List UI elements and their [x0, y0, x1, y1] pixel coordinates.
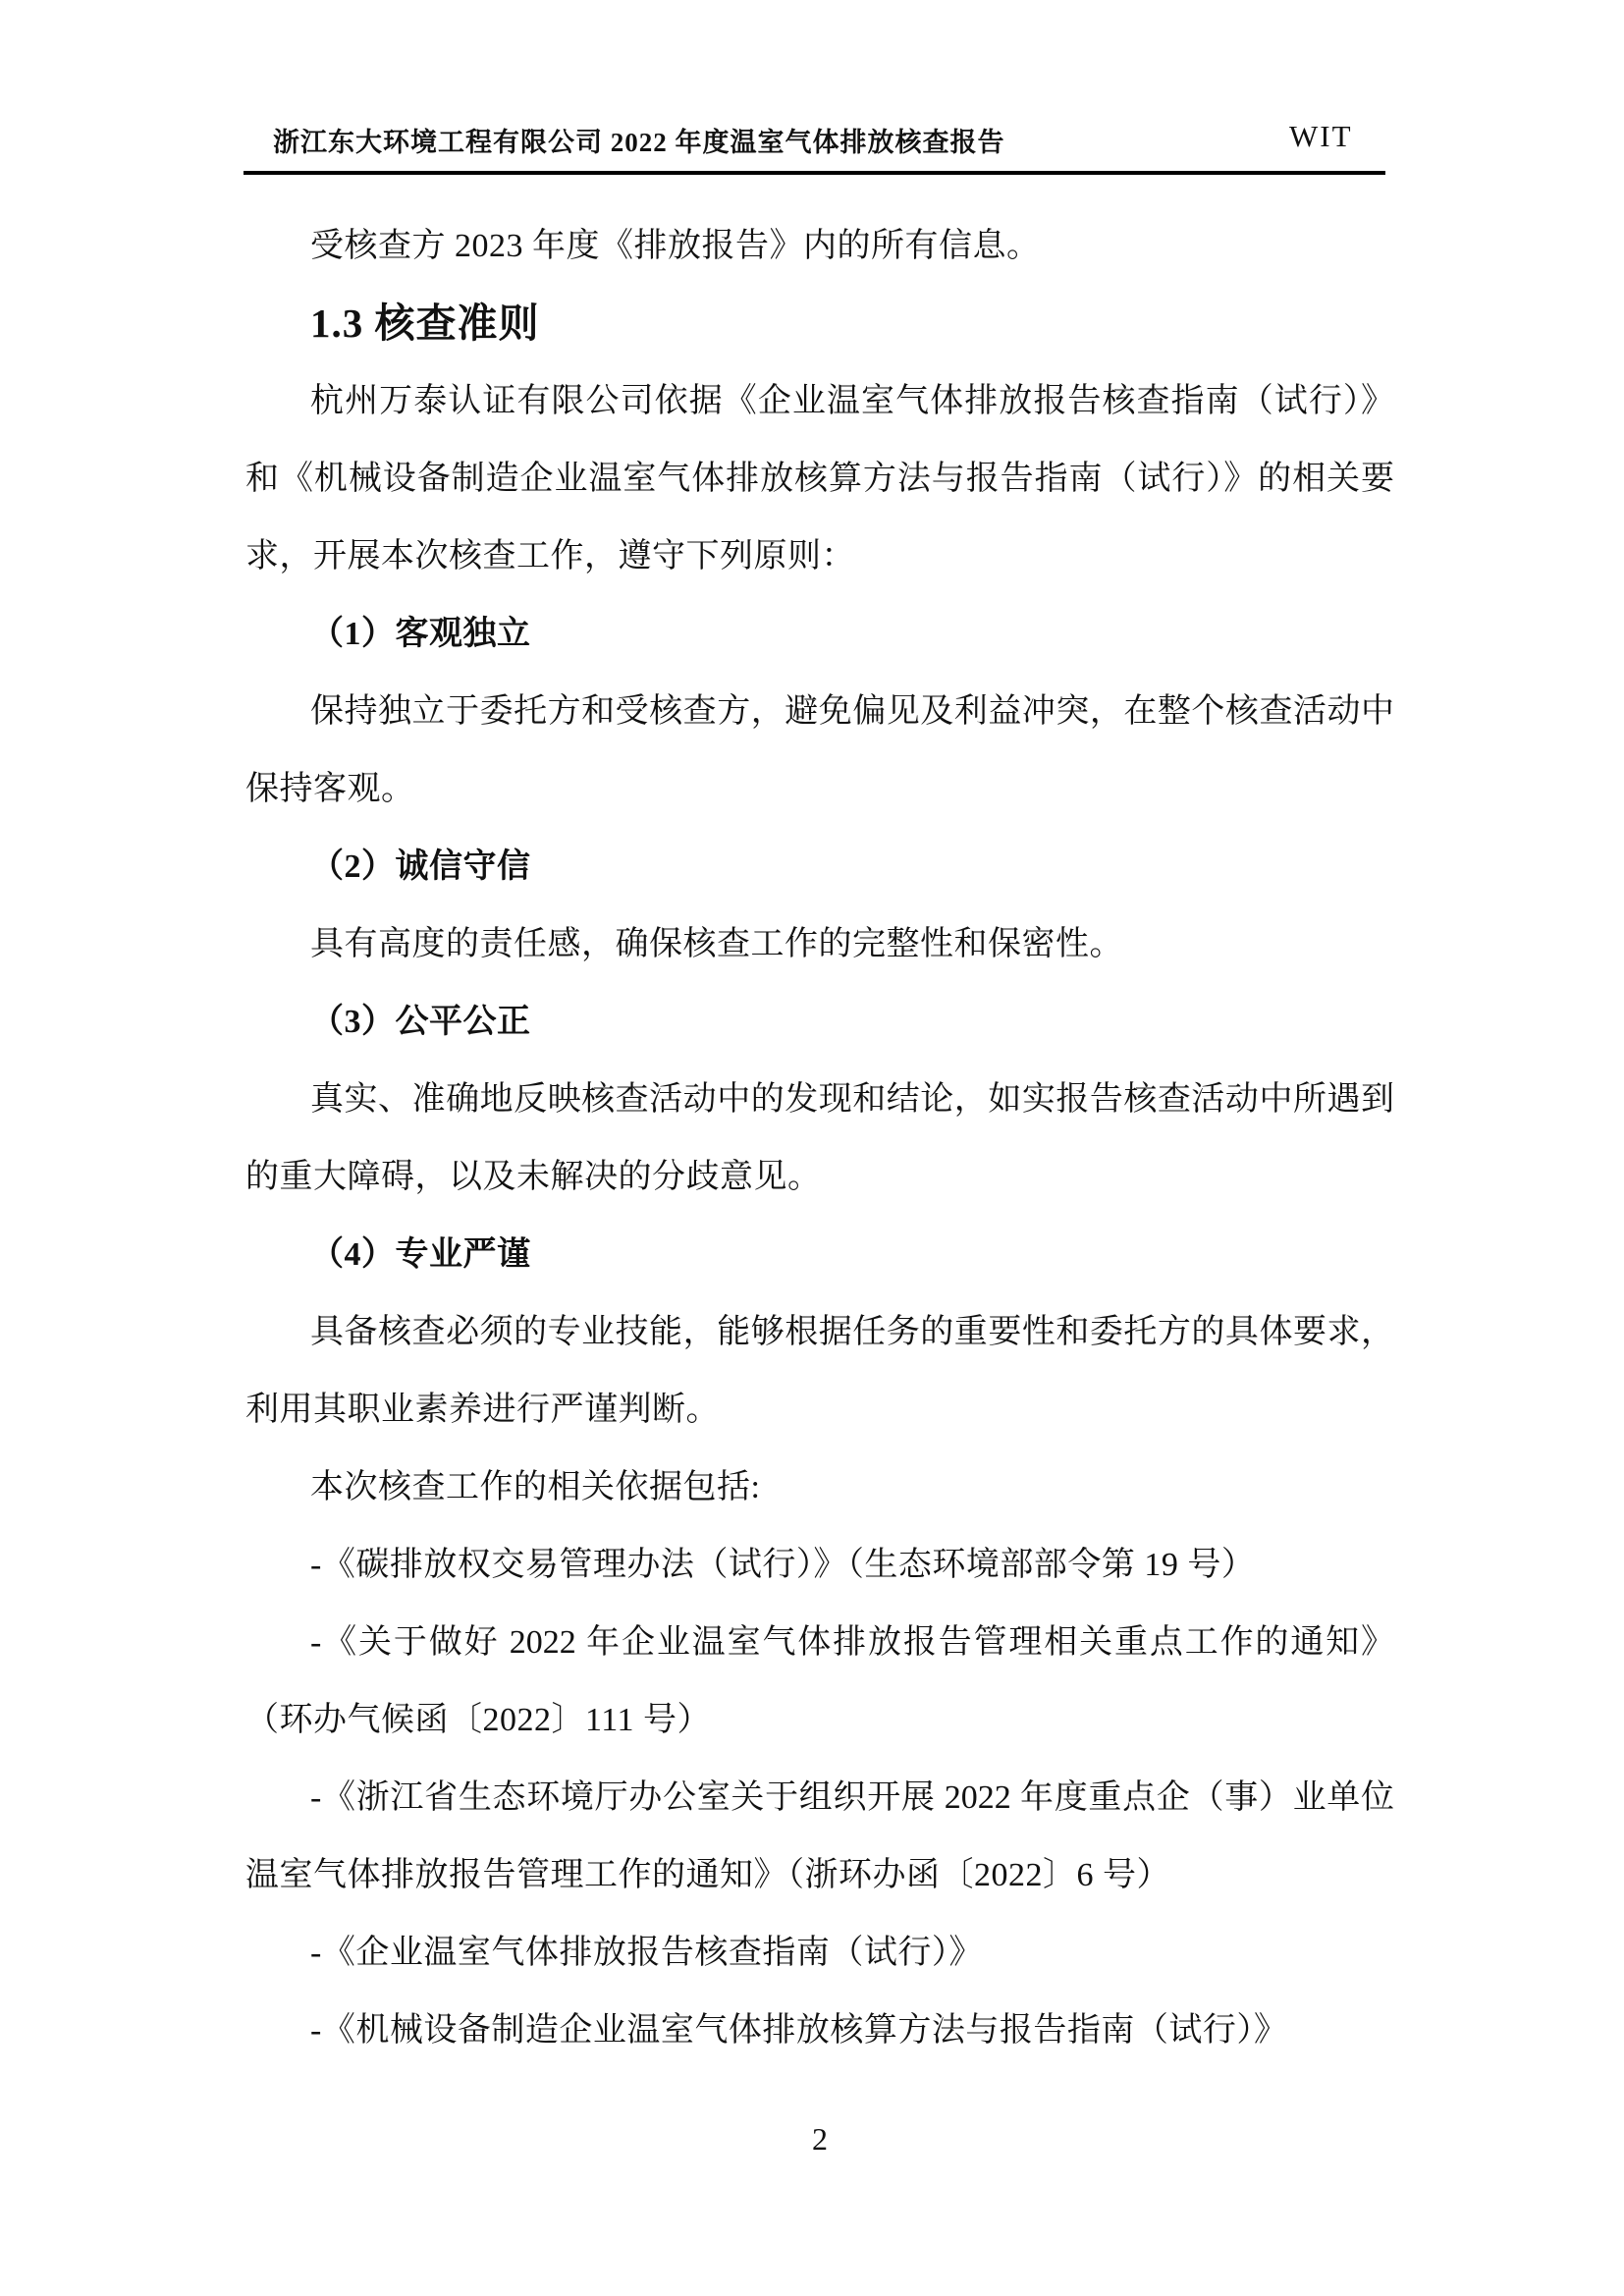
reference-item: -《机械设备制造企业温室气体排放核算方法与报告指南（试行）》: [310, 2012, 1288, 2049]
paragraph-line: 真实、准确地反映核查活动中的发现和结论，如实报告核查活动中所遇到: [310, 1081, 1394, 1118]
paragraph-line: 本次核查工作的相关依据包括:: [310, 1469, 761, 1505]
paragraph-line: 具有高度的责任感，确保核查工作的完整性和保密性。: [310, 926, 1123, 962]
reference-item: -《碳排放权交易管理办法（试行）》（生态环境部部令第 19 号）: [310, 1547, 1256, 1583]
principle-heading: （3）公平公正: [310, 1004, 531, 1040]
header-divider-line: [244, 171, 1385, 175]
paragraph-line: 温室气体排放报告管理工作的通知》（浙环办函〔2022〕6 号）: [245, 1857, 1170, 1893]
principle-heading: （2）诚信守信: [310, 848, 531, 885]
paragraph-line: 利用其职业素养进行严谨判断。: [245, 1392, 720, 1428]
paragraph-line: 受核查方 2023 年度《排放报告》内的所有信息。: [310, 228, 1041, 264]
page-header-title: 浙江东大环境工程有限公司 2022 年度温室气体排放核查报告: [273, 128, 1005, 157]
paragraph-line: 求，开展本次核查工作，遵守下列原则：: [245, 538, 855, 574]
page-header-logo-text: WIT: [1289, 119, 1353, 153]
paragraph-line: 杭州万泰认证有限公司依据《企业温室气体排放报告核查指南（试行）》: [310, 383, 1394, 419]
principle-heading: （4）专业严谨: [310, 1236, 531, 1273]
paragraph-line: （环办气候函〔2022〕111 号）: [245, 1702, 711, 1738]
section-heading: 1.3 核查准则: [310, 301, 540, 346]
paragraph-line: 具备核查必须的专业技能，能够根据任务的重要性和委托方的具体要求，: [310, 1314, 1394, 1350]
paragraph-line: 保持独立于委托方和受核查方，避免偏见及利益冲突，在整个核查活动中: [310, 693, 1394, 730]
document-body: [245, 207, 1394, 2069]
reference-item: -《关于做好 2022 年企业温室气体排放报告管理相关重点工作的通知》: [310, 1624, 1394, 1661]
reference-item: -《浙江省生态环境厅办公室关于组织开展 2022 年度重点企（事）业单位: [310, 1779, 1394, 1816]
paragraph-line: 保持客观。: [245, 771, 415, 807]
reference-item: -《企业温室气体排放报告核查指南（试行）》: [310, 1935, 983, 1971]
principle-heading: （1）客观独立: [310, 616, 531, 652]
paragraph-line: 和《机械设备制造企业温室气体排放核算方法与报告指南（试行）》的相关要: [245, 461, 1394, 497]
paragraph-line: 的重大障碍，以及未解决的分歧意见。: [245, 1159, 822, 1195]
page-number: 2: [812, 2121, 828, 2157]
